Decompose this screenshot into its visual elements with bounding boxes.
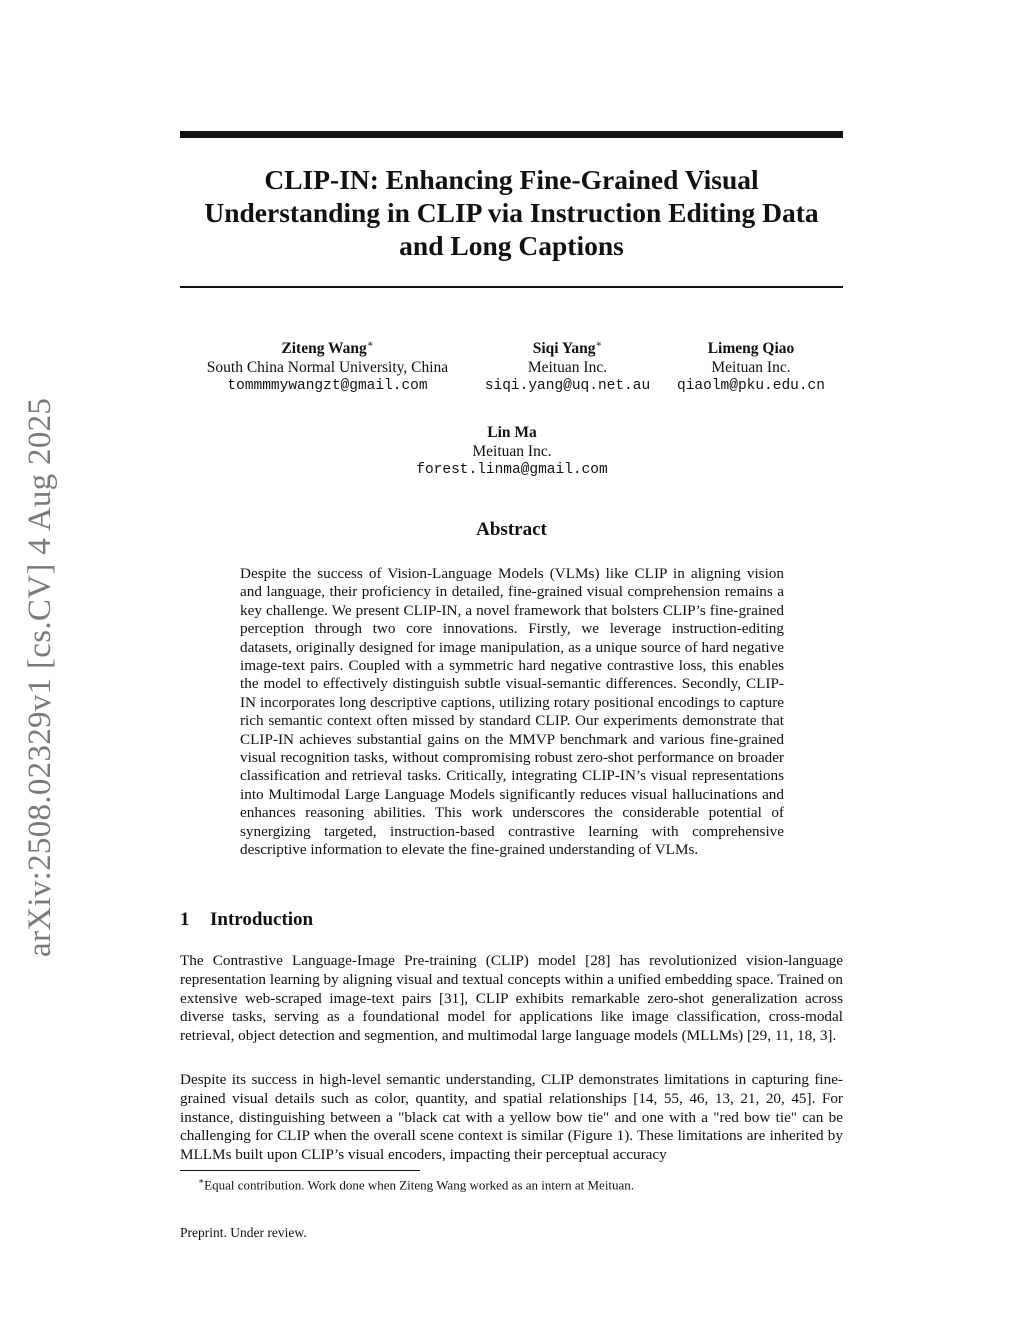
author-email: siqi.yang@uq.net.au: [484, 378, 651, 395]
author-email: tommmmywangzt@gmail.com: [227, 378, 428, 395]
abstract-text: Despite the success of Vision-Language Models (VLMs) like CLIP in aligning vision and language, their proficiency in detailed, fine-grained visual comprehension remains a key challenge. We present CLIP-IN, a novel framework that bolsters CLIP’s fine-grained perception through two core innovations. Firstly, we leverage instruction-editing datasets, originally designed for image manipulation, as a unique source of hard negative image-text pairs. Coupled with a symmetric hard negative contrastive loss, this enables the model to effectively distinguish subtle visual-semantic differences. Secondly, CLIP-IN incorporates long descriptive captions, utilizing rotary positional encodings to capture rich semantic context often missed by standard CLIP. Our experiments demonstrate that CLIP-IN achieves substantial gains on the MMVP benchmark and various fine-grained visual recognition tasks, without compromising robust zero-shot performance on broader classification and retrieval tasks. Critically, integrating CLIP-IN’s visual representations into Multimodal Large Language Models significantly reduces visual hallucinations and enhances reasoning abilities. This work underscores the considerable potential of synergizing targeted, instruction-based contrastive learning with comprehensive descriptive information to elevate the fine-grained understanding of VLMs.: [240, 565, 784, 859]
abstract-heading: Abstract: [476, 519, 547, 540]
arxiv-identifier: arXiv:2508.02329v1 [cs.CV] 4 Aug 2025: [22, 397, 58, 957]
author-email: qiaolm@pku.edu.cn: [677, 378, 825, 395]
author-name: Ziteng Wang∗: [281, 339, 374, 358]
footnote-rule: [180, 1170, 420, 1171]
footnote: [198, 1176, 634, 1193]
title-bottom-rule: [180, 286, 843, 288]
footer-note: Preprint. Under review.: [180, 1225, 307, 1240]
author-affiliation: Meituan Inc.: [711, 359, 791, 377]
author-block: [180, 335, 475, 396]
author-affiliation: South China Normal University, China: [206, 359, 449, 377]
author-block: [380, 419, 644, 480]
title-line: and Long Captions: [399, 230, 624, 261]
section-title: Introduction: [210, 909, 314, 930]
title-top-rule: [180, 131, 843, 138]
author-affiliation: Meituan Inc.: [527, 359, 608, 377]
title-line: CLIP-IN: Enhancing Fine-Grained Visual: [264, 164, 759, 195]
author-name: Siqi Yang∗: [532, 339, 603, 358]
author-email: forest.linma@gmail.com: [416, 462, 608, 479]
footnote-text: Equal contribution. Work done when Ziteng Wang worked as an intern at Meituan.: [204, 1177, 635, 1193]
author-block: [665, 335, 837, 396]
section-heading: [180, 909, 313, 931]
footnote-mark: ∗: [198, 1176, 205, 1186]
author-block: [480, 335, 655, 396]
body-paragraph: The Contrastive Language-Image Pre-training (CLIP) model [28] has revolutionized vision-language representation learning by aligning visual and textual concepts within a unified embedding space. Trained on extensive web-scraped image-text pairs [31], CLIP exhibits remarkable zero-shot generalization across diverse tasks, serving as a foundational model for applications like image classification, cross-modal retrieval, object detection and segmention, and multimodal large language models (MLLMs) [29, 11, 18, 3].: [180, 952, 843, 1045]
author-name: Lin Ma: [487, 424, 537, 442]
author-affiliation: Meituan Inc.: [472, 443, 552, 461]
title-line: Understanding in CLIP via Instruction Editing Data: [204, 197, 819, 228]
body-paragraph: Despite its success in high-level semantic understanding, CLIP demonstrates limitations in capturing fine-grained visual details such as color, quantity, and spatial relationships [14, 55, 46, 13, 21, 20, 45]. For instance, distinguishing between a "black cat with a yellow bow tie" and one with a "red bow tie" can be challenging for CLIP when the overall scene context is similar (Figure 1). These limitations are inherited by MLLMs built upon CLIP’s visual encoders, impacting their perceptual accuracy: [180, 1071, 843, 1164]
paper-title: [180, 163, 843, 262]
author-name: Limeng Qiao: [707, 340, 795, 358]
section-number: 1: [180, 909, 190, 930]
